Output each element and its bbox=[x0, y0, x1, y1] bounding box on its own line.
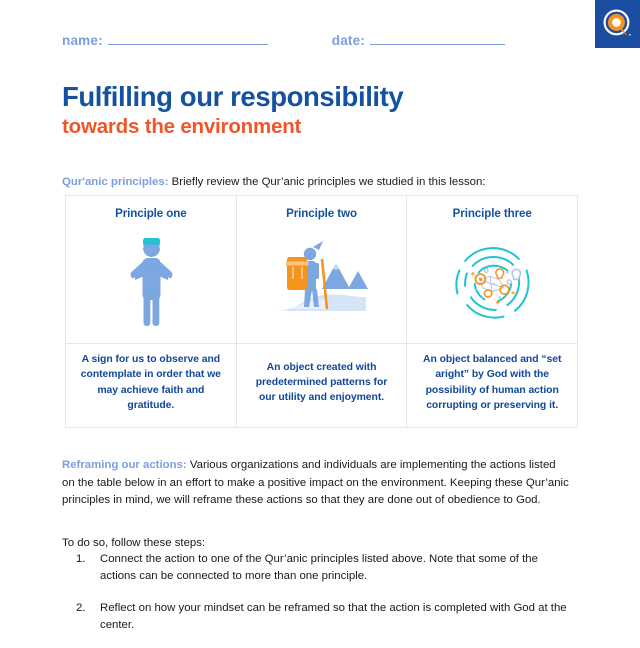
hiker-with-backpack-mountains-icon bbox=[270, 237, 374, 327]
step-text: Connect the action to one of the Qur’anic principles listed above. Note that some of the actions can be connected to more than one principle. bbox=[100, 553, 538, 583]
reframing-lead-in: Reframing our actions: bbox=[62, 459, 187, 472]
step-number: 2. bbox=[76, 601, 86, 614]
principle-two-illustration bbox=[237, 220, 407, 343]
principle-column-three bbox=[407, 196, 577, 427]
principle-two-description: An object created with predetermined patterns for our utility and enjoyment. bbox=[255, 361, 388, 404]
steps-list bbox=[62, 551, 574, 648]
date-input[interactable] bbox=[370, 34, 505, 45]
principle-three-description-cell bbox=[407, 344, 577, 427]
date-label: date: bbox=[331, 33, 366, 48]
balanced-network-circles-icon bbox=[444, 234, 540, 330]
title-block bbox=[62, 82, 403, 138]
steps-intro: To do so, follow these steps: bbox=[62, 537, 206, 550]
principle-two-art-cell bbox=[237, 196, 407, 344]
step-number: 1. bbox=[76, 553, 86, 565]
principle-three-art-cell bbox=[407, 196, 577, 344]
q-speech-bubble-logo-icon bbox=[601, 8, 634, 41]
quranic-principles-intro bbox=[62, 174, 580, 191]
intro-text: Briefly review the Qur’anic principles we studied in this lesson: bbox=[168, 176, 486, 189]
step-item bbox=[62, 551, 574, 586]
principle-one-description-cell bbox=[66, 344, 236, 427]
page-subtitle: towards the environment bbox=[62, 114, 302, 138]
principle-three-description: An object balanced and “set aright” by God with the possibility of human action corrupting or preserving it. bbox=[422, 354, 562, 411]
date-field[interactable] bbox=[332, 33, 505, 48]
principle-three-illustration bbox=[407, 220, 577, 343]
reframing-text: Various organizations and individuals are implementing the actions listed on the table below in an effort to make a positive impact on the environment. Keeping these Qur’anic principles in mind, we will reframe these actions so that they are done out of obedience to God. bbox=[62, 459, 569, 507]
principle-one-art-cell bbox=[66, 196, 236, 344]
intro-lead-in: Qur'anic principles: bbox=[62, 176, 169, 189]
step-text: Reflect on how your mindset can be reframed so that the action is completed with God at the center. bbox=[100, 601, 567, 631]
name-label: name: bbox=[62, 33, 103, 48]
principle-column-one bbox=[66, 196, 237, 427]
principle-column-two bbox=[237, 196, 408, 427]
page-title: Fulfilling our responsibility bbox=[62, 81, 404, 112]
reframing-paragraph bbox=[62, 457, 570, 509]
person-standing-hands-folded-icon bbox=[115, 232, 187, 332]
principle-two-heading: Principle two bbox=[286, 207, 357, 220]
principle-one-description: A sign for us to observe and contemplate in order that we may achieve faith and gratitude. bbox=[80, 354, 221, 411]
name-field[interactable] bbox=[62, 33, 268, 48]
step-item bbox=[62, 600, 574, 635]
principles-table bbox=[65, 195, 578, 428]
student-info-row bbox=[62, 33, 578, 48]
brand-logo bbox=[595, 0, 640, 48]
principle-two-description-cell bbox=[237, 344, 407, 427]
principle-one-heading: Principle one bbox=[115, 207, 187, 220]
principle-one-illustration bbox=[66, 220, 236, 343]
name-input[interactable] bbox=[108, 34, 268, 45]
principle-three-heading: Principle three bbox=[452, 207, 532, 220]
